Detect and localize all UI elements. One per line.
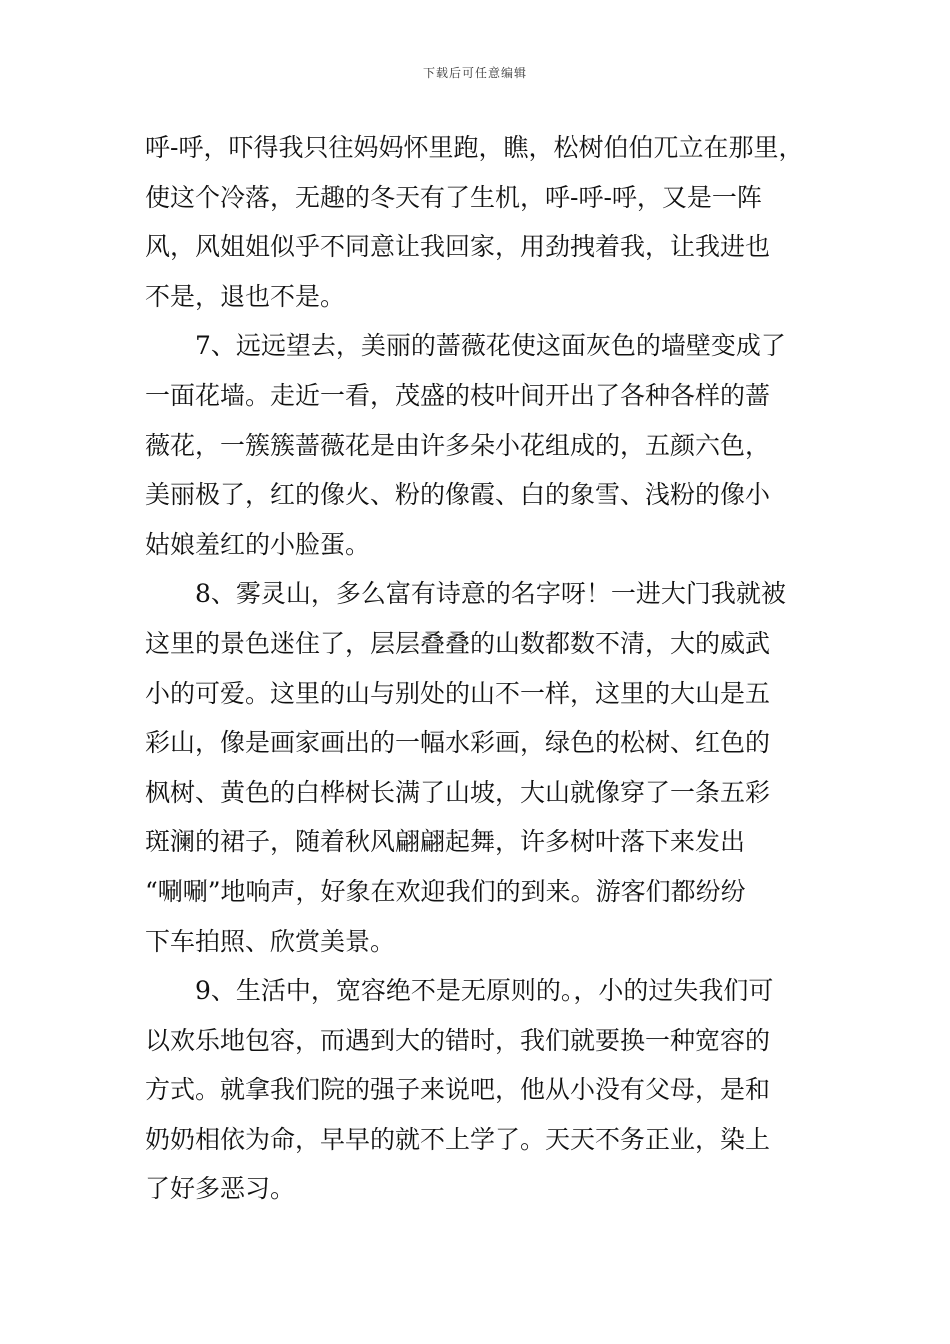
- text-line: 以欢乐地包容，而遇到大的错时，我们就要换一种宽容的: [145, 1025, 771, 1055]
- text-line: 方式。就拿我们院的强子来说吧，他从小没有父母，是和: [145, 1075, 771, 1105]
- text-line: 小的可爱。这里的山与别处的山不一样，这里的大山是五: [145, 678, 771, 708]
- text-line: 呼-呼，吓得我只往妈妈怀里跑，瞧，松树伯伯兀立在那里，: [145, 133, 804, 162]
- document-body: [145, 123, 810, 1214]
- text-line: 不是，退也不是。: [145, 281, 346, 311]
- text-line: 美丽极了，红的像火、粉的像霞、白的象雪、浅粉的像小: [145, 480, 771, 510]
- text-line: 枫树、黄色的白桦树长满了山坡，大山就像穿了一条五彩: [145, 777, 771, 807]
- text-line: 薇花，一簇簇蔷薇花是由许多朵小花组成的，五颜六色，: [145, 430, 771, 460]
- text-line: “唰唰”地响声，好象在欢迎我们的到来。游客们都纷纷: [145, 876, 746, 906]
- text-line: 了好多恶习。: [145, 1174, 296, 1204]
- paragraph-9: [145, 966, 810, 1214]
- paragraph-8: [145, 569, 810, 966]
- text-line: 下车拍照、欣赏美景。: [145, 926, 396, 956]
- text-line: 这里的景色迷住了，层层叠叠的山数都数不清，大的威武: [145, 628, 771, 658]
- text-line: 一面花墙。走近一看，茂盛的枝叶间开出了各种各样的蔷: [145, 380, 771, 410]
- text-line: 7、远远望去，美丽的蔷薇花使这面灰色的墙壁变成了: [195, 331, 786, 361]
- text-line: 奶奶相依为命，早早的就不上学了。天天不务正业，染上: [145, 1124, 771, 1154]
- text-line: 8、雾灵山，多么富有诗意的名字呀！一进大门我就被: [195, 579, 786, 609]
- paragraph-7: [145, 321, 810, 569]
- paragraph-continuation: [145, 123, 810, 321]
- page-header: 下载后可任意编辑: [422, 66, 527, 80]
- text-line: 使这个冷落，无趣的冬天有了生机，呼-呼-呼，又是一阵: [145, 182, 762, 212]
- text-line: 风，风姐姐似乎不同意让我回家，用劲拽着我，让我进也: [145, 232, 771, 262]
- text-line: 9、生活中，宽容绝不是无原则的。，小的过失我们可: [195, 976, 774, 1006]
- text-line: 姑娘羞红的小脸蛋。: [145, 529, 371, 559]
- text-line: 斑澜的裙子，随着秋风翩翩起舞，许多树叶落下来发出: [145, 827, 746, 857]
- text-line: 彩山，像是画家画出的一幅水彩画，绿色的松树、红色的: [145, 728, 771, 758]
